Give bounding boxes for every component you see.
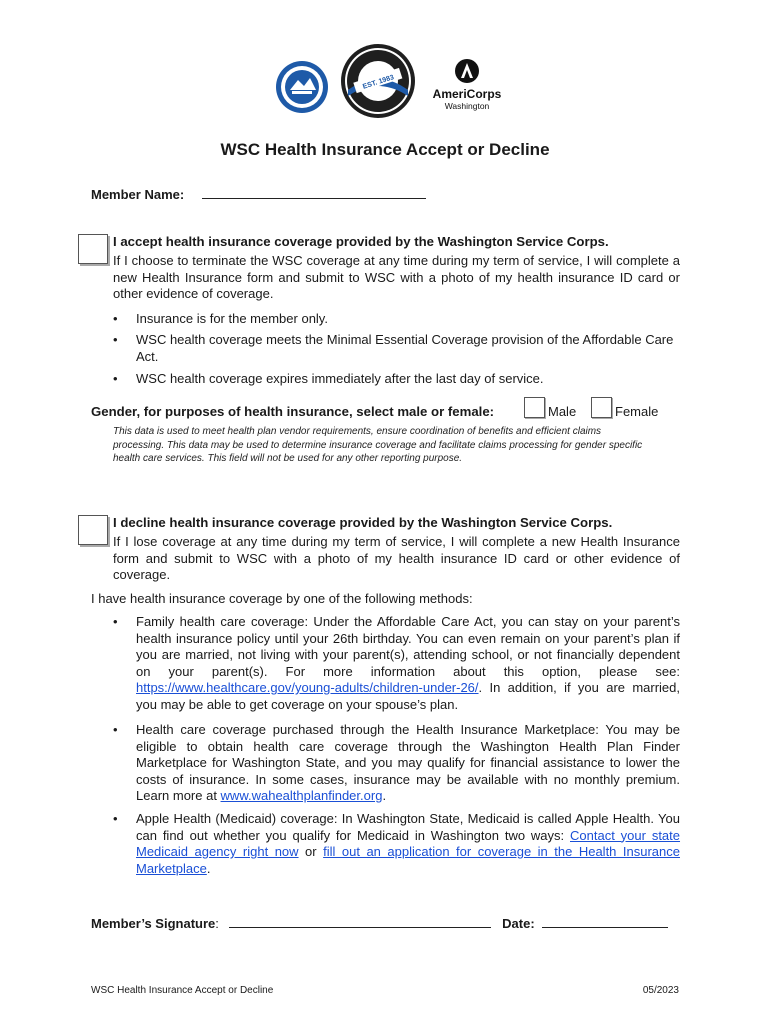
signature-row: Member’s Signature: Date: bbox=[91, 916, 668, 931]
bullet-dot: • bbox=[113, 371, 118, 386]
signature-field[interactable] bbox=[229, 916, 491, 928]
svg-text:Washington: Washington bbox=[444, 101, 490, 111]
healthcare-gov-link[interactable]: https://www.healthcare.gov/young-adults/children-under-26/ bbox=[136, 680, 479, 695]
signature-label: Member’s Signature bbox=[91, 916, 216, 931]
gender-note: This data is used to meet health plan vendor requirements, ensure coordination of benefits and efficient claims processing. This data may be used to determine insurance coverage and facilitate claims processing for gender specific health care services. This field will not be used for any other reporting purpose. bbox=[113, 426, 643, 464]
page-title: WSC Health Insurance Accept or Decline bbox=[220, 140, 550, 159]
decline-heading: I decline health insurance coverage provided by the Washington Service Corps. bbox=[113, 515, 613, 530]
decline-checkbox[interactable] bbox=[78, 515, 108, 545]
bullet-dot: • bbox=[113, 311, 118, 326]
apply-marketplace-link[interactable]: fill out an application for coverage in the Health Insurance Marketplace bbox=[136, 844, 680, 876]
bullet-dot: • bbox=[113, 722, 118, 737]
male-checkbox[interactable] bbox=[524, 397, 545, 418]
decline-body: If I lose coverage at any time during my term of service, I will complete a new Health Insurance form and submit to WSC with a photo of my health insurance ID card or other evidence of coverage. bbox=[113, 534, 680, 582]
date-field[interactable] bbox=[542, 916, 668, 928]
bullet-dot: • bbox=[113, 811, 118, 826]
gender-label: Gender, for purposes of health insurance, select male or female: bbox=[91, 404, 495, 419]
bullet-dot: • bbox=[113, 614, 118, 629]
female-checkbox[interactable] bbox=[591, 397, 612, 418]
accept-body: If I choose to terminate the WSC coverage at any time during my term of service, I will complete a new Health Insurance form and submit to WSC with a photo of my health insurance ID card or other evidence of coverage. bbox=[113, 253, 680, 301]
male-label: Male bbox=[548, 404, 577, 419]
americorps-logo bbox=[433, 59, 502, 111]
footer-date: 05/2023 bbox=[642, 985, 679, 996]
svg-text:EST. 1983: EST. 1983 bbox=[362, 74, 395, 91]
member-name-label: Member Name: bbox=[91, 187, 185, 202]
bullet-dot: • bbox=[113, 332, 118, 347]
wsc-seal-logo bbox=[276, 61, 328, 113]
logos-graphic bbox=[270, 38, 510, 118]
wahealthplanfinder-link[interactable]: www.wahealthplanfinder.org bbox=[220, 788, 383, 803]
methods-intro: I have health insurance coverage by one of the following methods: bbox=[91, 591, 473, 606]
footer-title: WSC Health Insurance Accept or Decline bbox=[91, 985, 274, 996]
svg-text:AmeriCorps: AmeriCorps bbox=[432, 87, 502, 101]
accept-checkbox[interactable] bbox=[78, 234, 108, 264]
logo-group bbox=[270, 38, 510, 118]
member-name-field[interactable] bbox=[202, 187, 426, 199]
member-name-row bbox=[91, 187, 426, 202]
female-label: Female bbox=[615, 404, 659, 419]
contact-medicaid-link[interactable]: Contact your state Medicaid agency right now bbox=[136, 827, 681, 859]
accept-heading: I accept health insurance coverage provided by the Washington Service Corps. bbox=[113, 234, 609, 249]
date-label: Date: bbox=[502, 916, 535, 931]
wsc-badge-logo bbox=[341, 44, 415, 118]
